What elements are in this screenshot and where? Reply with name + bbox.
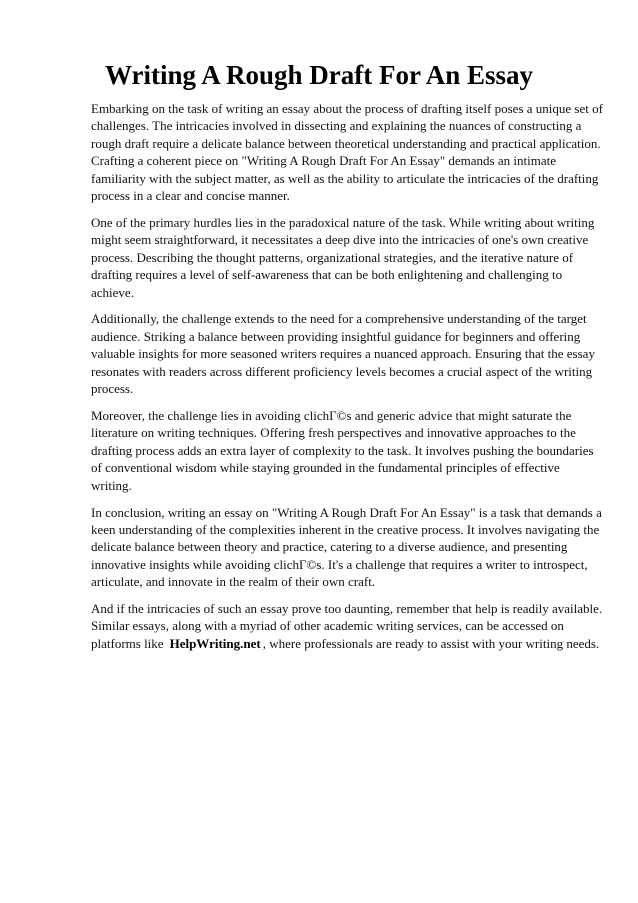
closing-text-before-link: And if the intricacies of such an essay prove too daunting, remember that help is readily available. Similar essays, along with a myriad of other academic writing services, can be accessed on platforms like — [91, 601, 603, 651]
paragraph-cliches: Moreover, the challenge lies in avoiding clichГ©s and generic advice that might saturate the literature on writing techniques. Offering fresh perspectives and innovative approaches to the drafting process adds an extra layer of complexity to the task. It involves pushing the boundaries of conventional wisdom while staying grounded in the fundamental principles of effective writing. — [91, 408, 594, 493]
page-title: Writing A Rough Draft For An Essay — [104, 60, 534, 90]
paragraph-hurdles: One of the primary hurdles lies in the paradoxical nature of the task. While writing about writing might seem straightforward, it necessitates a deep dive into the intricacies of one's own creative process. Describing the thought patterns, organizational strategies, and the iterative nature of drafting requires a level of self-awareness that can be both enlightening and challenging to achieve. — [91, 214, 595, 300]
paragraph-closing — [91, 600, 603, 652]
helpwriting-link[interactable]: HelpWriting.net — [169, 635, 261, 651]
essay-body — [91, 100, 603, 662]
paragraph-audience: Additionally, the challenge extends to the need for a comprehensive understanding of the target audience. Striking a balance between providing insightful guidance for beginners and offering valuable insights for more seasoned writers requires a nuanced approach. Ensuring that the essay resonates with readers across different proficiency levels becomes a crucial aspect of the writing process. — [91, 311, 595, 397]
paragraph-intro: Embarking on the task of writing an essay about the process of drafting itself poses a unique set of challenges. The intricacies involved in dissecting and explaining the nuances of constructing a rough draft require a delicate balance between theoretical understanding and practical application. Crafting a coherent piece on "Writing A Rough Draft For An Essay" demands an intimate familiarity with the subject matter, as well as the ability to articulate the intricacies of the drafting process in a clear and concise manner. — [91, 101, 603, 204]
closing-text-after-link: , where professionals are ready to assist with your writing needs. — [262, 635, 600, 651]
paragraph-conclusion: In conclusion, writing an essay on "Writing A Rough Draft For An Essay" is a task that demands a keen understanding of the complexities inherent in the creative process. It involves navigating the delicate balance between theory and practice, catering to a diverse audience, and presenting innovative insights while avoiding clichГ©s. It's a challenge that requires a writer to introspect, articulate, and innovate in the realm of their own craft. — [91, 504, 602, 590]
